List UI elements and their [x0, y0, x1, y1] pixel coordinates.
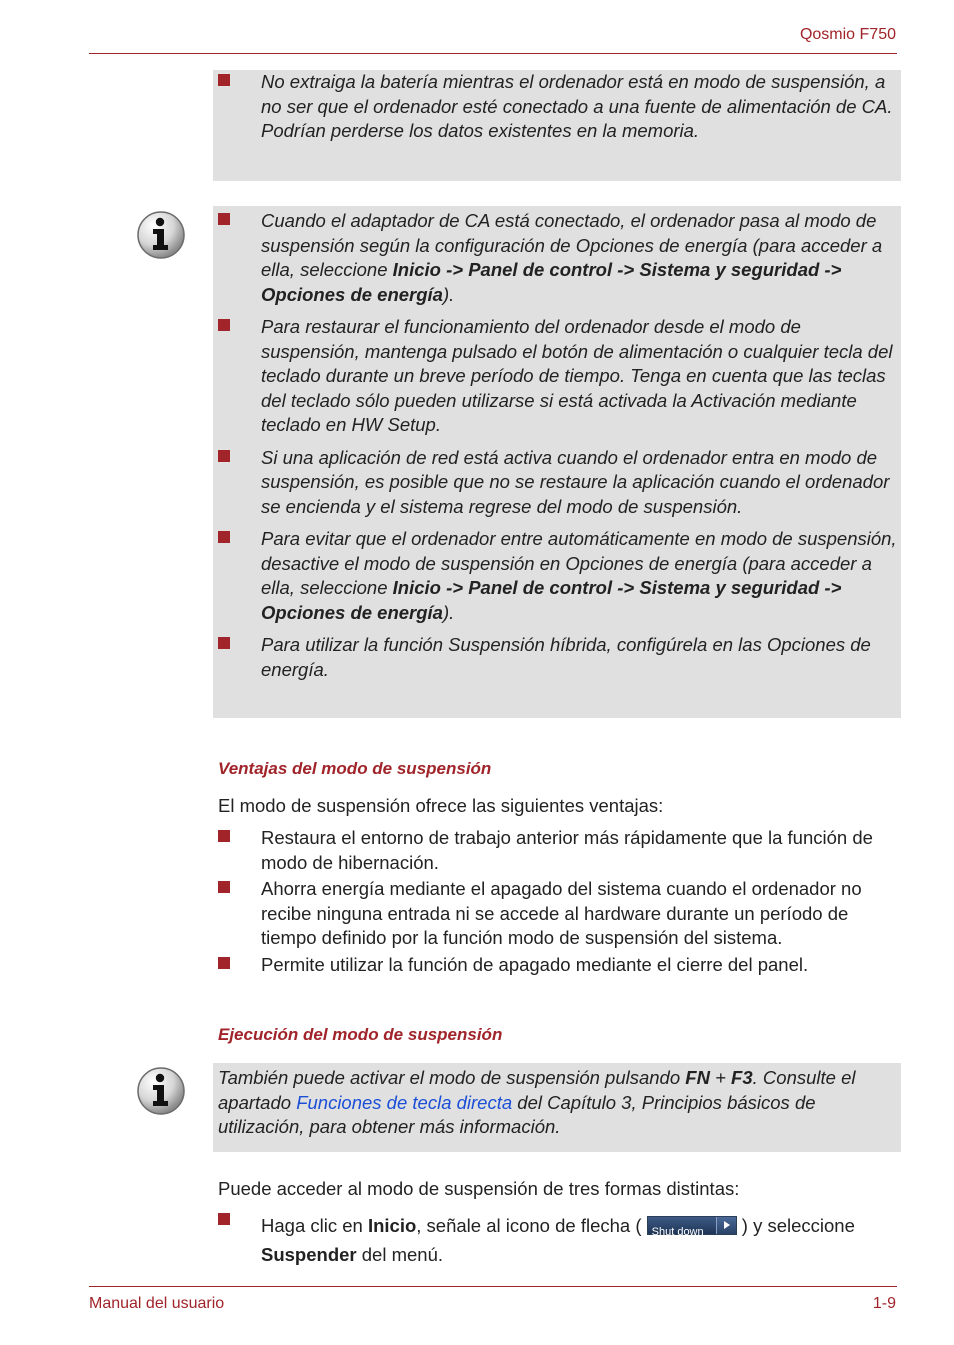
info-icon	[136, 210, 186, 260]
list-item	[213, 953, 901, 978]
start-menu-bold: Inicio	[367, 1215, 417, 1236]
list-item-text: Haga clic en	[261, 1215, 368, 1236]
bullet-square-icon	[218, 213, 230, 225]
list-item-text: Ahorra energía mediante el apagado del sistema cuando el ordenador no recibe ninguna entrada ni se accede al hardware durante un período de tiempo definido por la función modo de suspensión del sistema.	[261, 878, 862, 948]
list-item-text: Para evitar que el ordenador entre automáticamente en modo de suspensión, desactive el modo de suspensión en Opciones de energía (para acceder a ella, seleccione	[261, 528, 897, 598]
execution-intro: Puede acceder al modo de suspensión de tres formas distintas:	[218, 1178, 740, 1199]
list-item-text: Si una aplicación de red está activa cuando el ordenador entra en modo de suspensión, es posible que no se restaure la aplicación cuando el ordenador se encienda y el sistema regrese del modo de suspensión.	[261, 446, 890, 517]
list-item-text: No extraiga la batería mientras el ordenador está en modo de suspensión, a no ser que el ordenador esté conectado a una fuente de alimentación de CA. Podrían perderse los datos existentes en la memoria.	[261, 71, 893, 141]
list-item-text: Para utilizar la función Suspensión híbrida, configúrela en las Opciones de energía.	[261, 634, 871, 680]
note-text: +	[709, 1067, 732, 1088]
header-title: Qosmio F750	[799, 26, 896, 43]
note-text: También puede activar el modo de suspensión pulsando	[218, 1067, 686, 1088]
list-item	[213, 877, 901, 951]
footer-manual-title: Manual del usuario	[89, 1295, 225, 1312]
bullet-square-icon	[218, 74, 230, 86]
list-item	[213, 1211, 901, 1269]
execution-steps-list	[213, 1211, 901, 1269]
shutdown-button-label: Shut down	[651, 1226, 704, 1238]
list-item-text: Cuando el adaptador de CA está conectado, el ordenador pasa al modo de suspensión según la configuración de Opciones de energía (para acceder a ella, seleccione	[261, 210, 883, 280]
bullet-square-icon	[218, 637, 230, 649]
header-rule	[89, 53, 897, 54]
note-text: del Capítulo 3, Principios básicos de utilización, para obtener más información.	[218, 1091, 816, 1137]
footer-rule	[89, 1286, 897, 1287]
shutdown-button-image	[647, 1216, 737, 1238]
list-item	[213, 209, 901, 307]
key-fn: FN	[685, 1067, 710, 1088]
list-item-text: ) y seleccione	[736, 1215, 855, 1236]
advantages-list	[213, 826, 901, 979]
list-item	[213, 315, 901, 438]
list-item	[213, 446, 901, 520]
footer-page-number: 1-9	[872, 1295, 896, 1312]
bullet-square-icon	[218, 319, 230, 331]
list-item-text: Restaura el entorno de trabajo anterior más rápidamente que la función de modo de hibernación.	[261, 827, 873, 873]
note-text: . Consulte el apartado	[218, 1067, 856, 1113]
bullet-square-icon	[218, 450, 230, 462]
list-item	[213, 70, 893, 144]
bullet-square-icon	[218, 1213, 230, 1225]
warning-list	[213, 70, 893, 144]
key-f3: F3	[731, 1067, 753, 1088]
section-heading-advantages: Ventajas del modo de suspensión	[218, 759, 492, 778]
list-item-text: ).	[442, 601, 455, 623]
advantages-intro: El modo de suspensión ofrece las siguientes ventajas:	[218, 795, 664, 816]
bullet-square-icon	[218, 957, 230, 969]
section-heading-execution: Ejecución del modo de suspensión	[218, 1025, 503, 1044]
bullet-square-icon	[218, 881, 230, 893]
bullet-square-icon	[218, 830, 230, 842]
list-item-text: del menú.	[356, 1244, 443, 1265]
list-item-text: Permite utilizar la función de apagado mediante el cierre del panel.	[261, 953, 809, 975]
execution-info-note	[218, 1066, 898, 1140]
hotkey-functions-link[interactable]: Funciones de tecla directa	[296, 1091, 513, 1113]
info-icon	[136, 1066, 186, 1116]
menu-path-bold: Inicio -> Panel de control -> Sistema y seguridad -> Opciones de energía	[261, 259, 842, 305]
list-item-text: , señale al icono de flecha (	[416, 1215, 647, 1236]
info-list	[213, 209, 901, 690]
list-item	[213, 826, 901, 875]
menu-path-bold: Inicio -> Panel de control -> Sistema y seguridad -> Opciones de energía	[261, 577, 842, 623]
list-item	[213, 633, 901, 682]
list-item-text: ).	[442, 283, 455, 305]
list-item-text: Para restaurar el funcionamiento del ordenador desde el modo de suspensión, mantenga pulsado el botón de alimentación o cualquier tecla del teclado durante un breve período de tiempo. Tenga en cuenta que las teclas del teclado sólo pueden utilizarse si está activada la Activación mediante teclado en HW Setup.	[261, 316, 893, 435]
suspend-option-bold: Suspender	[261, 1244, 357, 1265]
arrow-right-icon	[716, 1217, 736, 1234]
list-item	[213, 527, 901, 625]
bullet-square-icon	[218, 531, 230, 543]
